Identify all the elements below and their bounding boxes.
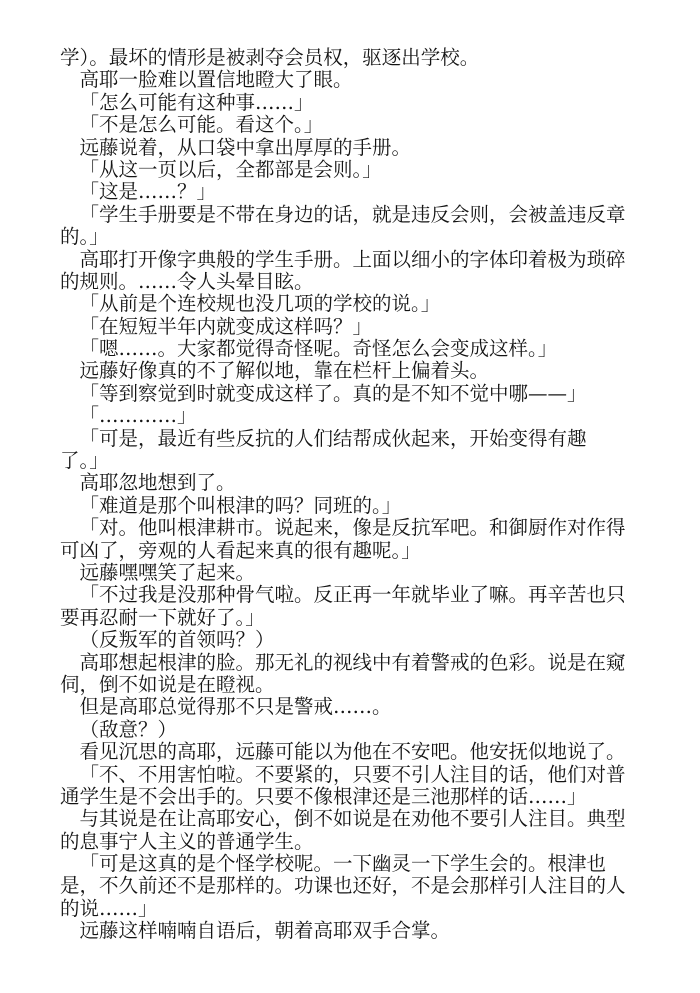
paragraph [60,69,660,91]
dialogue-paragraph [60,114,660,136]
text-line: 高耶想起根津的脸。那无礼的视线中有着警戒的色彩。说是在窥 [79,650,626,674]
text-line: 「不、不用害怕啦。不要紧的，只要不引人注目的话，他们对普 [79,762,626,786]
text-line: 「可是这真的是个怪学校呢。一下幽灵一下学生会的。根津也 [79,852,607,876]
text-line: 高耶一脸难以置信地瞪大了眼。 [79,68,353,92]
text-line: （敌意？） [79,717,178,741]
text-line: 「从前是个连校规也没几项的学校的说。」 [79,292,441,316]
dialogue-paragraph [60,316,660,338]
text-line: 「难道是那个叫根津的吗？同班的。」 [79,493,402,517]
dialogue-paragraph [60,495,660,517]
document-page [60,47,660,943]
text-line: 的息事宁人主义的普通学生。 [60,829,314,853]
text-line: 要再忍耐一下就好了。」 [60,605,265,629]
text-line: 「这是……？」 [79,180,217,204]
text-line: 通学生是不会出手的。只要不像根津还是三池那样的话……」 [60,784,587,808]
text-line: 但是高耶总觉得那不只是警戒……。 [79,695,392,719]
text-line: 远藤说着，从口袋中拿出厚厚的手册。 [79,135,412,159]
thought-paragraph [60,719,660,741]
text-line: 高耶打开像字典般的学生手册。上面以细小的字体印着极为琐碎 [79,247,626,271]
text-line: 「不过我是没那种骨气啦。反正再一年就毕业了嘛。再辛苦也只 [79,583,626,607]
text-line: （反叛军的首领吗？） [79,628,275,652]
text-line: 「可是，最近有些反抗的人们结帮成伙起来，开始变得有趣 [79,426,587,450]
paragraph [60,741,660,763]
text-line: 的。」 [60,225,109,249]
dialogue-paragraph [60,92,660,114]
text-line: 「怎么可能有这种事……」 [79,90,314,114]
text-line: 「从这一页以后，全都部是会则。」 [79,157,382,181]
text-line: 远藤这样喃喃自语后，朝着高耶双手合掌。 [79,919,451,943]
text-line: 学）。最坏的情形是被剥夺会员权，驱逐出学校。 [60,46,480,69]
text-line: 「嗯……。大家都觉得奇怪呢。奇怪怎么会变成这样。」 [79,337,558,361]
dialogue-paragraph [60,383,660,405]
paragraph [60,249,660,294]
text-line: 高耶忽地想到了。 [79,471,236,495]
text-line: 「学生手册要是不带在身边的话，就是违反会则，会被盖违反章 [79,202,626,226]
dialogue-paragraph [60,764,660,809]
text-line: 了。」 [60,449,109,473]
text-line: 看见沉思的高耶，远藤可能以为他在不安吧。他安抚似地说了。 [79,740,626,764]
dialogue-paragraph [60,853,660,920]
dialogue-paragraph [60,338,660,360]
text-line: 「不是怎么可能。看这个。」 [79,113,324,137]
thought-paragraph [60,629,660,651]
text-line: 伺，倒不如说是在瞪视。 [60,672,275,696]
text-line: 与其说是在让高耶安心，倒不如说是在劝他不要引人注目。典型 [79,807,626,831]
dialogue-paragraph [60,584,660,629]
dialogue-paragraph [60,159,660,181]
text-line: 「等到察觉到时就变成这样了。真的是不知不觉中哪——」 [79,381,587,405]
dialogue-paragraph [60,428,660,473]
paragraph [60,137,660,159]
paragraph [60,808,660,853]
text-line: 的说……」 [60,896,158,920]
text-line: 可凶了，旁观的人看起来真的很有趣呢。」 [60,538,421,562]
text-line: 「对。他叫根津耕市。说起来，像是反抗军吧。和御厨作对作得 [79,516,626,540]
dialogue-paragraph [60,517,660,562]
paragraph-continued [60,47,660,69]
text-line: 「在短短半年内就变成这样吗？」 [79,314,373,338]
paragraph [60,472,660,494]
paragraph [60,652,660,697]
text-line: 的规则。……令人头晕目眩。 [60,269,314,293]
text-line: 远藤好像真的不了解似地，靠在栏杆上偏着头。 [79,359,490,383]
paragraph [60,562,660,584]
paragraph [60,920,660,942]
dialogue-paragraph [60,293,660,315]
paragraph [60,360,660,382]
paragraph [60,696,660,718]
dialogue-paragraph [60,405,660,427]
text-line: 「…………」 [79,404,197,428]
dialogue-paragraph [60,181,660,203]
text-line: 远藤嘿嘿笑了起来。 [79,560,256,584]
dialogue-paragraph [60,204,660,249]
text-line: 是，不久前还不是那样的。功课也还好，不是会那样引人注目的人 [60,874,626,898]
